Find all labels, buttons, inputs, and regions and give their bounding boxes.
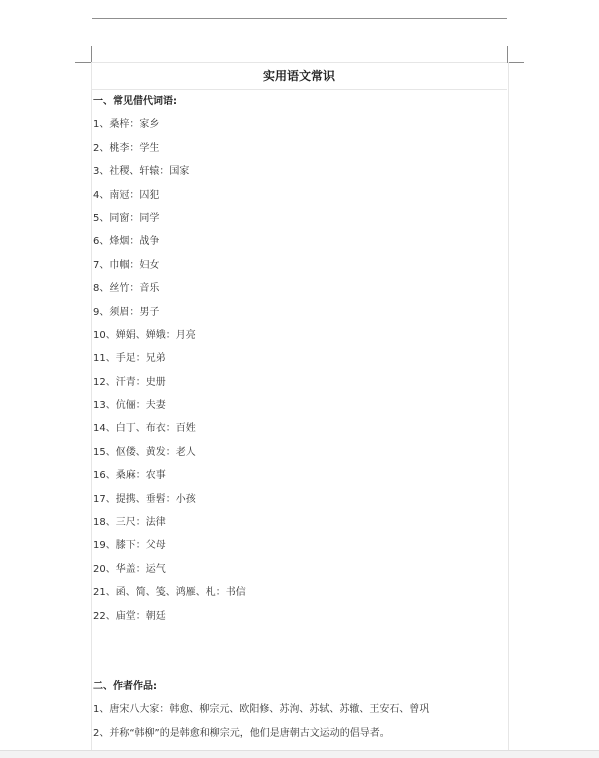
section-heading: 二、作者作品:: [93, 680, 157, 692]
margin-corner-top-left: [75, 46, 92, 63]
header-rule: [92, 18, 507, 19]
list-item: 10、婵娟、婵娥：月亮: [93, 329, 196, 341]
document-body: [93, 90, 503, 745]
list-item: 7、巾帼：妇女: [93, 259, 160, 271]
list-item: 21、函、简、笺、鸿雁、札：书信: [93, 587, 246, 599]
list-item: 22、庙堂：朝廷: [93, 610, 166, 622]
list-item: 4、南冠：囚犯: [93, 189, 160, 201]
list-item: 16、桑麻：农事: [93, 470, 166, 482]
list-item: 20、华盖：运气: [93, 563, 166, 575]
margin-corner-top-right: [507, 46, 524, 63]
list-item: 18、三尺：法律: [93, 517, 166, 529]
list-item: 14、白丁、布衣：百姓: [93, 423, 196, 435]
section-heading: 一、常见借代词语:: [93, 96, 177, 107]
list-item: 5、同窗：同学: [93, 212, 160, 224]
list-item: 3、社稷、轩辕：国家: [93, 166, 190, 178]
list-item: 15、伛偻、黄发：老人: [93, 446, 196, 458]
list-item: 12、汗青：史册: [93, 376, 166, 388]
list-item: 2、并称“韩柳”的是韩愈和柳宗元，他们是唐朝古文运动的倡导者。: [93, 727, 390, 739]
section-spacer: [93, 628, 503, 675]
section-list: [93, 113, 503, 628]
page-bottom-edge: [0, 750, 599, 758]
list-item: 9、须眉：男子: [93, 306, 160, 318]
document-title: 实用语文常识: [91, 62, 507, 90]
list-item: 17、提携、垂髫：小孩: [93, 493, 196, 505]
list-item: 1、桑梓：家乡: [93, 119, 160, 131]
list-item: 2、桃李：学生: [93, 142, 160, 154]
list-item: 1、唐宋八大家：韩愈、柳宗元、欧阳修、苏洵、苏轼、苏辙、王安石、曾巩: [93, 704, 430, 716]
section-list: [93, 698, 503, 745]
list-item: 6、烽烟：战争: [93, 236, 160, 248]
list-item: 19、膝下：父母: [93, 540, 166, 552]
list-item: 13、伉俪：夫妻: [93, 400, 166, 412]
list-item: 8、丝竹：音乐: [93, 283, 160, 295]
list-item: 11、手足：兄弟: [93, 353, 166, 365]
